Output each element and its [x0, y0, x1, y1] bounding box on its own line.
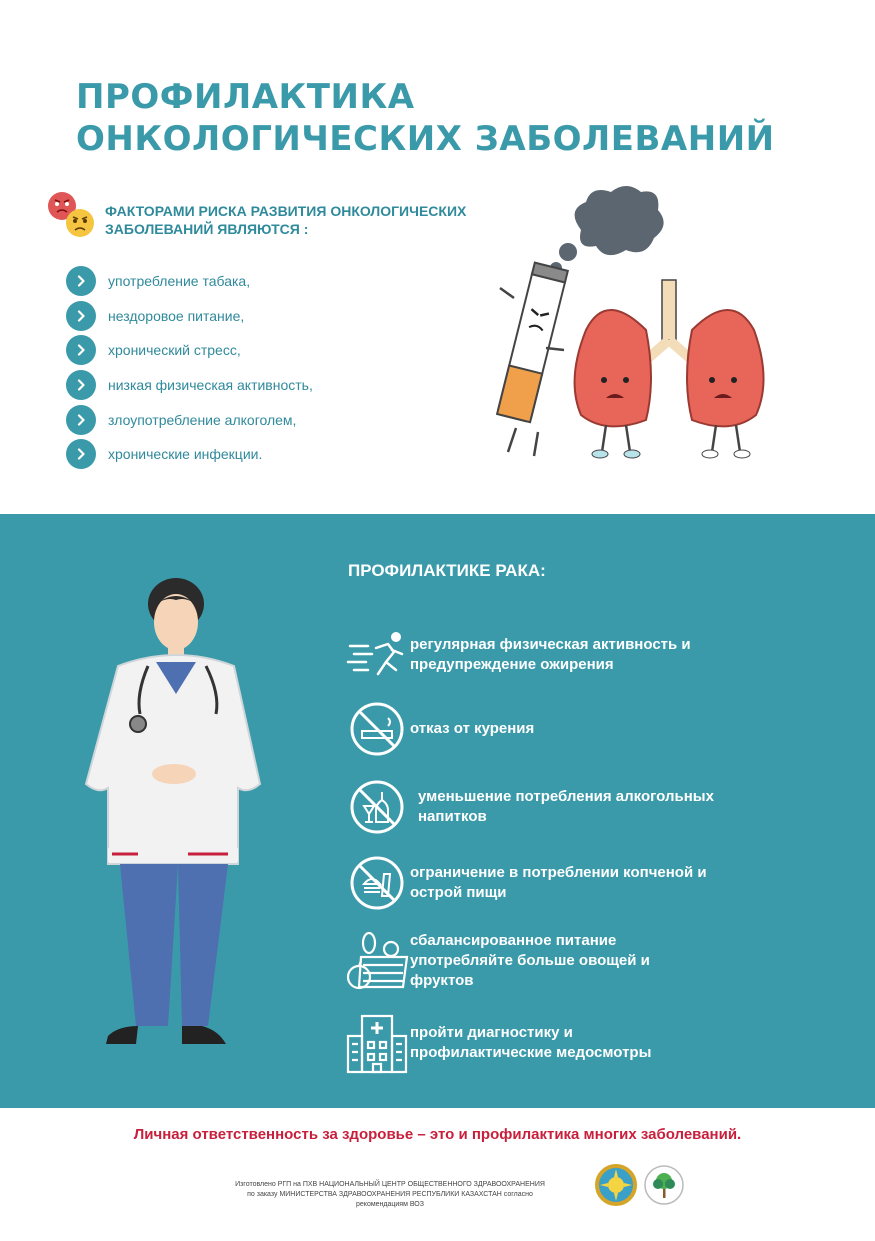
prevention-line: регулярная физическая активность и — [410, 636, 691, 653]
prevention-item — [344, 1010, 760, 1076]
list-item — [66, 333, 313, 368]
page-title — [76, 76, 836, 160]
risk-factors-list — [66, 264, 313, 472]
list-item-label: злоупотребление алкоголем, — [108, 411, 297, 428]
running-icon — [344, 622, 410, 688]
prevention-line: ограничение в потреблении копченой и — [410, 864, 707, 881]
prevention-line: отказ от курения — [410, 720, 535, 737]
list-item — [66, 402, 313, 437]
no-smoking-icon — [344, 696, 410, 762]
doctor-illustration — [78, 574, 278, 1064]
prevention-item — [344, 696, 760, 762]
chevron-right-icon — [66, 405, 96, 435]
title-line-2: ОНКОЛОГИЧЕСКИХ ЗАБОЛЕВАНИЙ — [76, 119, 775, 159]
list-item-label: хронический стресс, — [108, 342, 241, 359]
no-fastfood-icon — [344, 850, 410, 916]
chevron-right-icon — [66, 266, 96, 296]
list-item — [66, 264, 313, 299]
chevron-right-icon — [66, 370, 96, 400]
risk-factors-heading — [105, 202, 525, 238]
prevention-line: пройти диагностику и — [410, 1024, 573, 1041]
chevron-right-icon — [66, 439, 96, 469]
prevention-text — [410, 931, 760, 991]
footer-line: по заказу МИНИСТЕРСТВА ЗДРАВООХРАНЕНИЯ РЕСПУБЛИКИ КАЗАХСТАН согласно — [247, 1191, 533, 1198]
health-center-logo-icon — [643, 1164, 685, 1206]
risk-heading-line-2: ЗАБОЛЕВАНИЙ ЯВЛЯЮТСЯ : — [105, 221, 309, 237]
list-item — [66, 437, 313, 472]
prevention-item — [344, 774, 768, 840]
title-line-1: ПРОФИЛАКТИКА — [76, 77, 415, 117]
vegetables-icon — [344, 928, 410, 994]
hospital-icon — [344, 1010, 410, 1076]
prevention-text — [410, 719, 760, 739]
no-alcohol-icon — [344, 774, 410, 840]
prevention-item — [344, 622, 760, 688]
angry-emoji-icon — [46, 191, 98, 239]
cigarette-lungs-illustration — [486, 180, 786, 465]
prevention-line: предупреждение ожирения — [410, 656, 614, 673]
prevention-text — [410, 863, 760, 903]
footer-line: рекомендациям ВОЗ — [356, 1201, 424, 1208]
prevention-text — [410, 635, 760, 675]
prevention-line: уменьшение потребления алкогольных — [418, 788, 714, 805]
prevention-line: фруктов — [410, 972, 474, 989]
kazakhstan-emblem-icon — [595, 1164, 637, 1206]
list-item-label: нездоровое питание, — [108, 307, 245, 324]
list-item-label: употребление табака, — [108, 273, 251, 290]
prevention-line: употребляйте больше овощей и — [410, 952, 650, 969]
prevention-line: сбалансированное питание — [410, 932, 617, 949]
prevention-line: напитков — [418, 808, 487, 825]
prevention-line: профилактические медосмотры — [410, 1044, 652, 1061]
chevron-right-icon — [66, 335, 96, 365]
prevention-line: острой пищи — [410, 884, 507, 901]
list-item-label: низкая физическая активность, — [108, 377, 313, 394]
chevron-right-icon — [66, 301, 96, 331]
list-item — [66, 299, 313, 334]
footer-note — [185, 1180, 595, 1210]
list-item-label: хронические инфекции. — [108, 446, 263, 463]
motto-text: Личная ответственность за здоровье – это и профилактика многих заболеваний. — [133, 1126, 742, 1143]
prevention-text — [418, 787, 768, 827]
prevention-heading: ПРОФИЛАКТИКЕ РАКА: — [348, 561, 546, 580]
list-item — [66, 368, 313, 403]
prevention-text — [410, 1023, 760, 1063]
footer-line: Изготовлено РГП на ПХВ НАЦИОНАЛЬНЫЙ ЦЕНТР ОБЩЕСТВЕННОГО ЗДРАВООХРАНЕНИЯ — [235, 1181, 545, 1188]
prevention-item — [344, 928, 760, 994]
prevention-item — [344, 850, 760, 916]
risk-heading-line-1: ФАКТОРАМИ РИСКА РАЗВИТИЯ ОНКОЛОГИЧЕСКИХ — [105, 203, 467, 219]
